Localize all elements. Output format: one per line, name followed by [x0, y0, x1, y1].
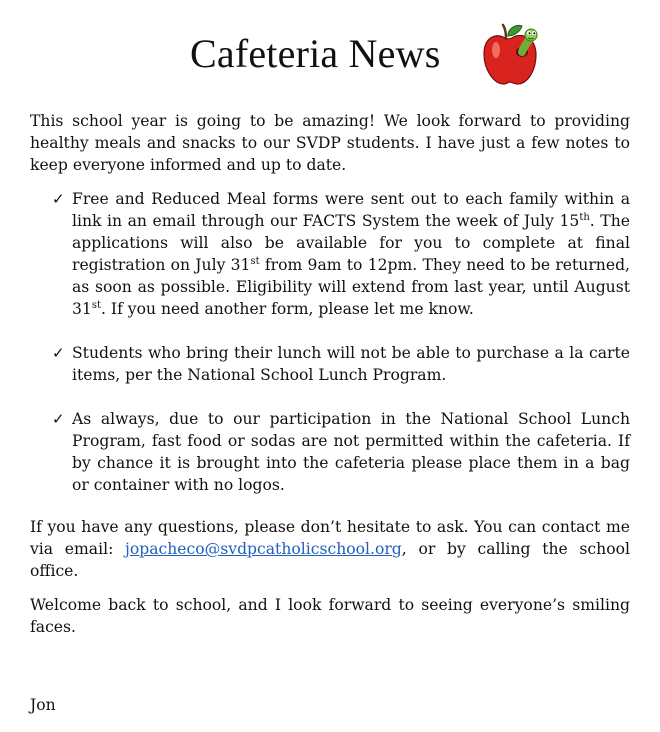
bullet-text: As always, due to our participation in the National School Lunch Program, fast food or sodas are not permitted within the cafeteria. If by chance it is brought into the cafeteria please place them in a bag or container with no logos.: [72, 410, 630, 494]
ordinal-suffix: th: [579, 211, 590, 223]
list-item: [52, 342, 630, 386]
check-icon: ✓: [52, 190, 65, 208]
header: [0, 22, 660, 92]
ordinal-suffix: st: [91, 299, 101, 311]
bullet-text: from 9am to 12pm. They need to be returned, as soon as possible. Eligibility will extend from last year, until August 31: [72, 256, 631, 318]
page-title: Cafeteria News: [190, 31, 441, 76]
list-item: [52, 408, 630, 496]
questions-text: If you have any questions, please don’t hesitate to ask. You can contact me via email:: [30, 518, 630, 558]
signature: Jon: [30, 696, 56, 714]
bullet-text: Free and Reduced Meal forms were sent out to each family within a link in an email through our FACTS System the week of July 15: [72, 190, 630, 230]
notes-list: [30, 188, 630, 496]
questions-text-end: , or by calling the school office.: [30, 540, 630, 580]
check-icon: ✓: [52, 344, 65, 362]
ordinal-suffix: st: [250, 255, 260, 267]
welcome-paragraph: Welcome back to school, and I look forward to seeing everyone’s smiling faces.: [30, 596, 630, 636]
apple-worm-icon: [478, 22, 542, 88]
email-link[interactable]: jopacheco@svdpcatholicschool.org: [125, 540, 402, 558]
bullet-text: Students who bring their lunch will not be able to purchase a la carte items, per the National School Lunch Program.: [72, 344, 630, 384]
intro-paragraph: This school year is going to be amazing! We look forward to providing healthy meals and snacks to our SVDP students. I have just a few notes to keep everyone informed and up to date.: [30, 112, 630, 174]
questions-paragraph: [30, 516, 630, 582]
bullet-text: . If you need another form, please let me know.: [101, 300, 474, 318]
list-item: [52, 188, 630, 320]
bullet-text: . The applications will also be available for you to complete at final registration on July 31: [72, 212, 630, 274]
newsletter-body: [30, 110, 630, 638]
check-icon: ✓: [52, 410, 65, 428]
